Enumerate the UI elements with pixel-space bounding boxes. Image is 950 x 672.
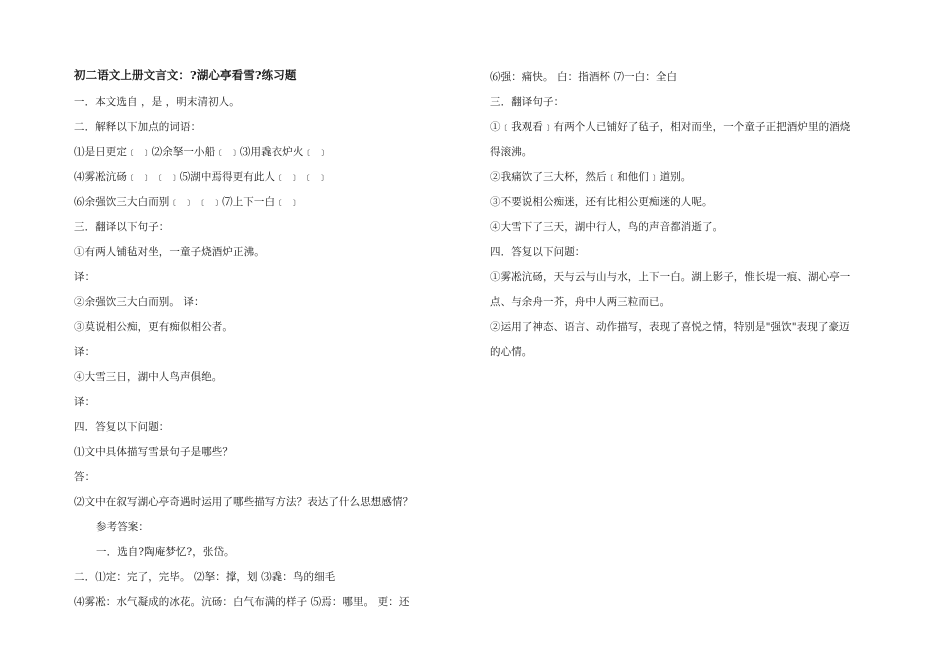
text-line: 得滚沸。 <box>490 146 533 158</box>
text-line: ⑹余强饮三大白而别﹝ ﹞ ﹝ ﹞⑺上下一白﹝ ﹞ <box>74 196 300 208</box>
answer-key-heading: 参考答案： <box>96 521 149 533</box>
section-heading: 二．解释以下加点的词语： <box>74 121 202 133</box>
section-heading: 三．翻译以下句子： <box>74 221 170 233</box>
section-heading: 四．答复以下问题： <box>74 421 170 433</box>
text-line: ②余强饮三大白而别。 译： <box>74 296 205 308</box>
text-line: 译： <box>74 271 96 283</box>
text-line: ⑹强：痛快。 白：指酒杯 ⑺一白：全白 <box>490 71 678 83</box>
text-line: ①雾凇沆砀，天与云与山与水，上下一白。湖上影子，惟长堤一痕、湖心亭一 <box>490 271 851 283</box>
text-line: ①﹝我观看﹞有两个人已铺好了毡子，相对而坐，一个童子正把酒炉里的酒烧 <box>490 121 851 133</box>
text-line: ⑷雾凇：水气凝成的冰花。沆砀：白气布满的样子 ⑸焉：哪里。 更：还 <box>74 596 410 608</box>
text-line: 一．选自?陶庵梦忆?，张岱。 <box>96 546 235 558</box>
text-line: 一．本文选自 ，是 ，明末清初人。 <box>74 96 240 108</box>
text-line: ③莫说相公痴，更有痴似相公者。 <box>74 321 233 333</box>
text-line: 译： <box>74 346 96 358</box>
text-line: 二．⑴定：完了，完毕。 ⑵拏：撑，划 ⑶毳：鸟的细毛 <box>74 571 336 583</box>
text-line: 点、与余舟一芥，舟中人两三粒而已。 <box>490 296 671 308</box>
text-line: ④大雪三日，湖中人鸟声俱绝。 <box>74 371 223 383</box>
section-heading: 四．答复以下问题： <box>490 246 586 258</box>
text-line: ①有两人铺毡对坐，一童子烧酒炉正沸。 <box>74 246 265 258</box>
text-line: 的心情。 <box>490 346 533 358</box>
text-line: ②运用了神态、语言、动作描写，表现了喜悦之情，特别是"强饮"表现了豪迈 <box>490 321 850 333</box>
text-line: ⑵文中在叙写湖心亭奇遇时运用了哪些描写方法？表达了什么思想感情？ <box>74 496 414 508</box>
document-title: 初二语文上册文言文：?湖心亭看雪?练习题 <box>74 68 297 82</box>
text-line: 答： <box>74 471 96 483</box>
text-line: ④大雪下了三天，湖中行人，鸟的声音都消逝了。 <box>490 221 724 233</box>
text-line: ⑷雾凇沆砀﹝ ﹞ ﹝ ﹞⑸湖中焉得更有此人﹝ ﹞ ﹝ ﹞ <box>74 171 328 183</box>
text-line: ⑴是日更定﹝ ﹞⑵余拏一小船﹝ ﹞⑶用毳衣炉火﹝ ﹞ <box>74 146 329 158</box>
section-heading: 三．翻译句子： <box>490 96 565 108</box>
text-line: ②我痛饮了三大杯，然后﹝和他们﹞道别。 <box>490 171 692 183</box>
text-line: ⑴文中具体描写雪景句子是哪些？ <box>74 446 233 458</box>
text-line: 译： <box>74 396 96 408</box>
text-line: ③不要说相公痴迷，还有比相公更痴迷的人呢。 <box>490 196 713 208</box>
